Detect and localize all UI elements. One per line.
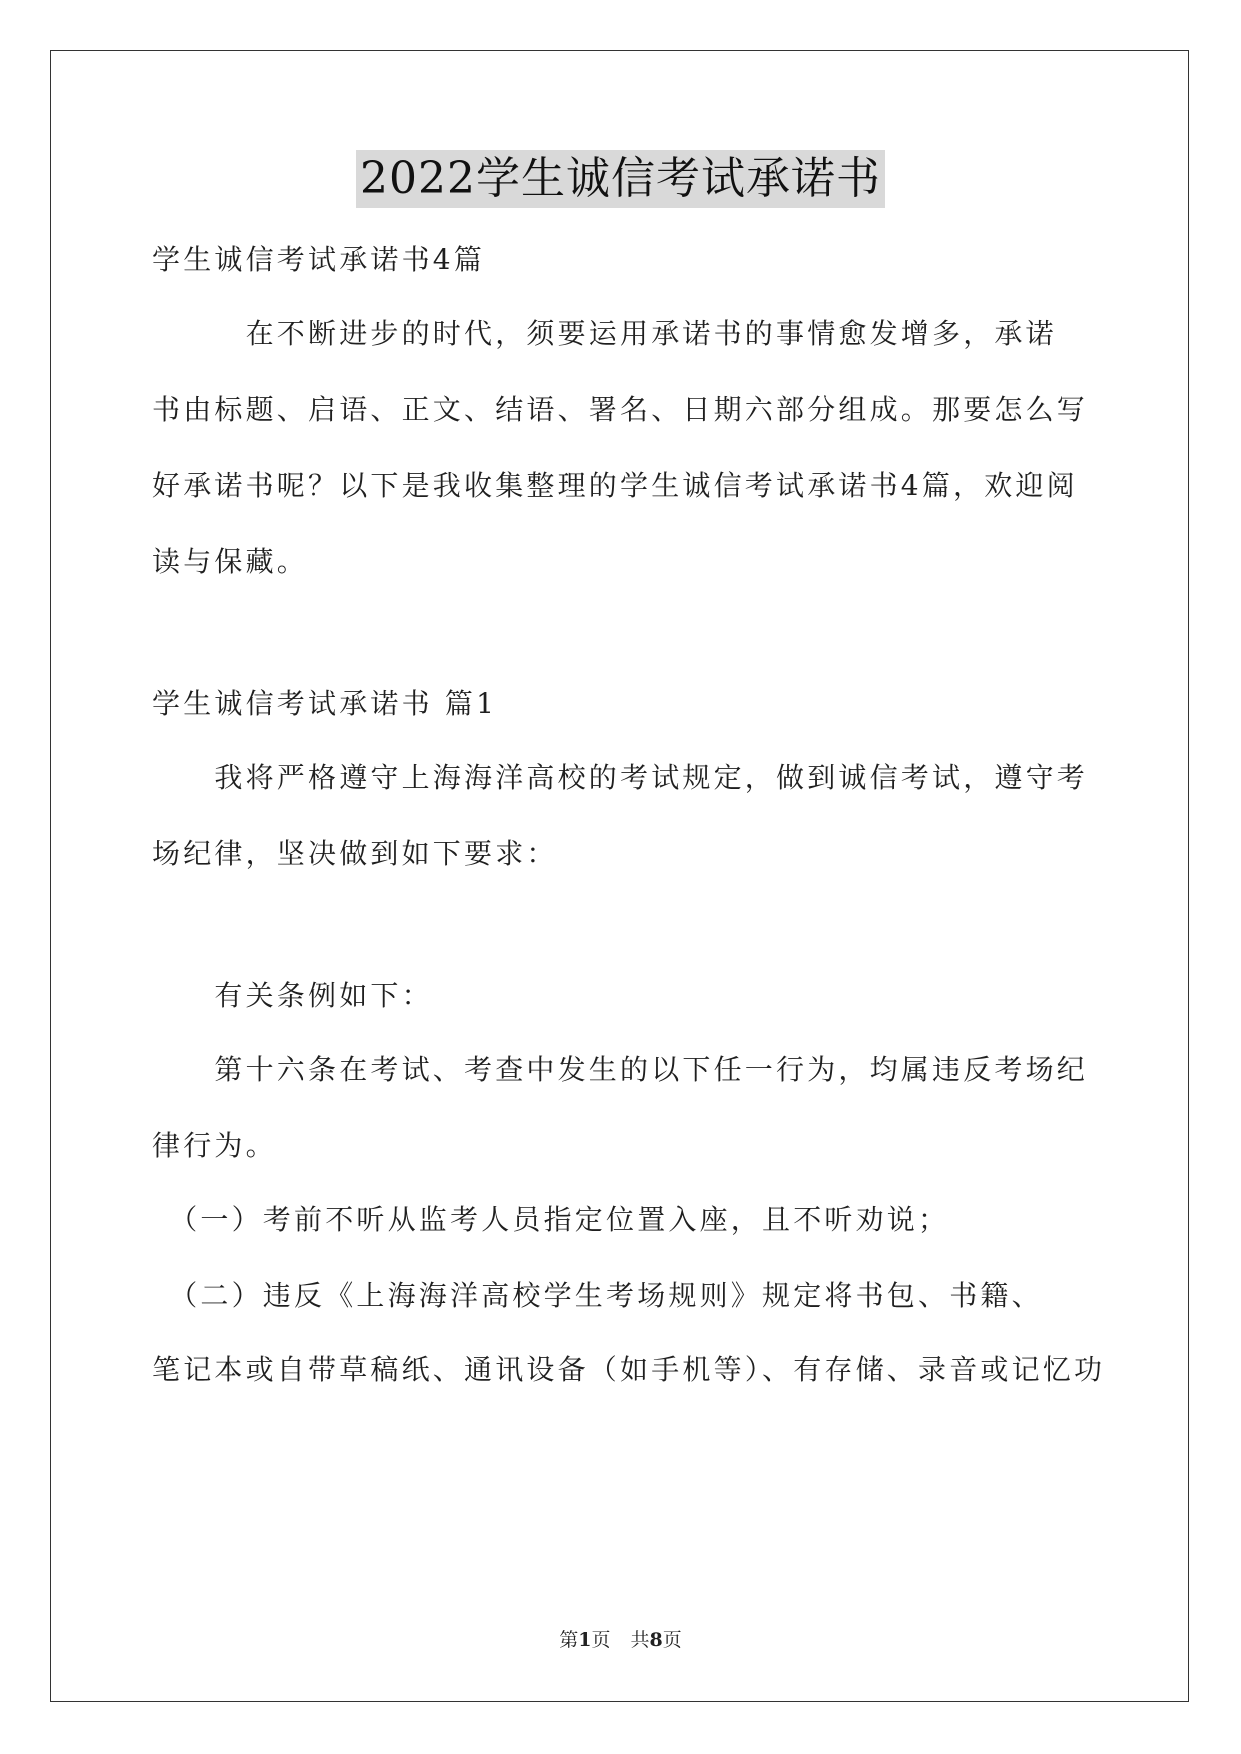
page-prefix: 第 [559, 1629, 579, 1651]
body-line: （一）考前不听从监考人员指定位置入座，且不听劝说； [152, 1203, 950, 1236]
page-border [50, 50, 1189, 1702]
body-line: 有关条例如下： [152, 979, 433, 1012]
body-line: 笔记本或自带草稿纸、通讯设备（如手机等）、有存储、录音或记忆功 [152, 1353, 1106, 1386]
section-heading: 学生诚信考试承诺书 篇1 [152, 687, 498, 720]
intro-line: 读与保藏。 [152, 545, 309, 578]
total-suffix: 页 [662, 1629, 682, 1651]
intro-line: 在不断进步的时代，须要运用承诺书的事情愈发增多，承诺 [152, 317, 1057, 350]
body-line: （二）违反《上海海洋高校学生考场规则》规定将书包、书籍、 [152, 1279, 1043, 1312]
total-prefix: 共 [630, 1629, 650, 1651]
body-line: 律行为。 [152, 1129, 277, 1162]
document-subtitle: 学生诚信考试承诺书4篇 [152, 243, 486, 276]
document-title: 2022学生诚信考试承诺书 [356, 150, 885, 208]
body-line: 第十六条在考试、考查中发生的以下任一行为，均属违反考场纪 [152, 1053, 1089, 1086]
page-footer [0, 1628, 1241, 1652]
page-number: 1 [578, 1629, 592, 1651]
title-container [0, 150, 1241, 208]
body-line: 场纪律，坚决做到如下要求： [152, 837, 558, 870]
body-line: 我将严格遵守上海海洋高校的考试规定，做到诚信考试，遵守考 [152, 761, 1089, 794]
page-suffix: 页 [591, 1629, 611, 1651]
intro-line: 好承诺书呢？以下是我收集整理的学生诚信考试承诺书4篇，欢迎阅 [152, 469, 1078, 502]
intro-line: 书由标题、启语、正文、结语、署名、日期六部分组成。那要怎么写 [152, 393, 1089, 426]
page-total: 8 [649, 1629, 663, 1651]
